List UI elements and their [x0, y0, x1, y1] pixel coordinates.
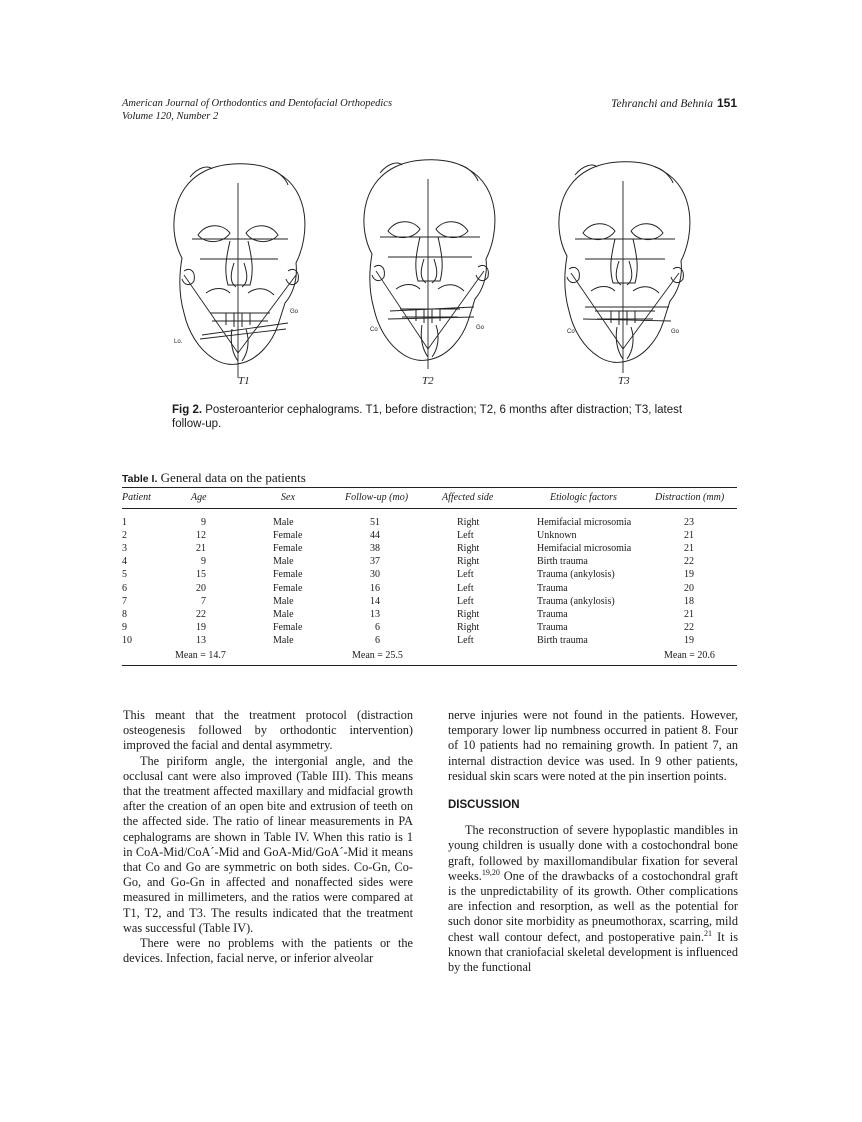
- cell-followup: 37: [370, 556, 380, 568]
- journal-volume: Volume 120, Number 2: [122, 111, 219, 122]
- mean-age: Mean = 14.7: [175, 650, 226, 661]
- table-row: [0, 635, 862, 648]
- cell-patient: 3: [122, 543, 127, 555]
- cell-followup: 30: [370, 569, 380, 581]
- paragraph: The piriform angle, the intergonial angle, and the occlusal cant were also improved (Table III). This means that the treatment affected maxillary and midfacial growth after the creation of an open bite and extrusion of teeth on the affected side. The ratio of linear measurements in PA cephalograms are shown in Table IV. When this ratio is 1 in CoA-Mid/CoA´-Mid and GoA-Mid/GoA´-Mid it means that Co and Go are symmetric on both sides. Co-Gn, Co-Go, and Go-Gn in affected and nonaffected sides were measured in millimeters, and the ratios were compared at T1, T2, and T3. The results indicated that the treatment was successful (Table IV).: [123, 753, 413, 935]
- cell-sex: Female: [273, 569, 303, 581]
- cell-patient: 9: [122, 621, 127, 633]
- cell-etiologic-factors: Birth trauma: [537, 556, 588, 568]
- table-row: [0, 543, 862, 556]
- cell-distraction: 20: [684, 582, 694, 594]
- cell-followup: 38: [370, 543, 380, 555]
- table-title: [122, 470, 306, 486]
- cell-etiologic-factors: Trauma: [537, 621, 568, 633]
- cell-affected-side: Right: [457, 608, 480, 620]
- panel-label-t3: T3: [618, 375, 630, 387]
- cell-distraction: 18: [684, 595, 694, 607]
- paragraph: nerve injuries were not found in the patients. However, temporary lower lip numbness occurred in patient 8. Four of 10 patients had no remaining growth. In patient 7, an internal distraction device was used. In 9 other patients, residual skin scars were noted at the pin insertion points.: [448, 708, 738, 783]
- panel-t2: [364, 160, 495, 369]
- cell-affected-side: Left: [457, 634, 474, 646]
- cell-etiologic-factors: Trauma (ankylosis): [537, 595, 615, 607]
- cell-age: 15: [196, 569, 206, 581]
- table-row: [0, 609, 862, 622]
- text-run: It is known that craniofacial skeletal development is influenced by the functional: [448, 929, 738, 975]
- paragraph: This meant that the treatment protocol (distraction osteogenesis followed by orthodontic intervention) improved the facial and dental asymmetry.: [123, 708, 413, 753]
- table-bottom-rule: [122, 665, 737, 666]
- cell-patient: 8: [122, 608, 127, 620]
- cell-distraction: 19: [684, 569, 694, 581]
- table-header-rule: [122, 508, 737, 509]
- paragraph: [448, 823, 738, 975]
- cell-patient: 4: [122, 556, 127, 568]
- cell-etiologic-factors: Trauma: [537, 608, 568, 620]
- cell-followup: 6: [375, 634, 380, 646]
- cell-followup: 16: [370, 582, 380, 594]
- cell-affected-side: Left: [457, 595, 474, 607]
- cell-distraction: 23: [684, 517, 694, 528]
- column-header-patient: Patient: [122, 492, 151, 503]
- cell-patient: 6: [122, 582, 127, 594]
- cell-sex: Male: [273, 608, 294, 620]
- table-row: [0, 517, 862, 530]
- panel-label-t1: T1: [238, 375, 250, 387]
- cell-sex: Female: [273, 582, 303, 594]
- cell-etiologic-factors: Trauma: [537, 582, 568, 594]
- cell-etiologic-factors: Unknown: [537, 530, 577, 542]
- reference-marker: 19,20: [481, 867, 500, 877]
- table-row: [0, 530, 862, 543]
- cell-affected-side: Right: [457, 556, 480, 568]
- table-row: [0, 622, 862, 635]
- cell-sex: Male: [273, 517, 294, 528]
- cell-followup: 13: [370, 608, 380, 620]
- cell-sex: Female: [273, 621, 303, 633]
- mean-followup: Mean = 25.5: [352, 650, 403, 661]
- cell-age: 9: [201, 517, 206, 528]
- text-run: One of the drawbacks of a costochondral graft is the unpredictability of its growth. Other complications are infection and resorption, as well as the potential for such donor site morbidity as pneumothorax, scarring, mild chest wall contour defect, and postoperative pain.: [448, 868, 738, 944]
- cell-age: 20: [196, 582, 206, 594]
- running-header-right: [600, 97, 737, 111]
- cell-patient: 1: [122, 517, 127, 528]
- cell-etiologic-factors: Trauma (ankylosis): [537, 569, 615, 581]
- cell-sex: Male: [273, 634, 294, 646]
- cell-affected-side: Right: [457, 621, 480, 633]
- cell-patient: 10: [122, 634, 132, 646]
- panel-t1: [174, 164, 305, 378]
- cell-distraction: 21: [684, 543, 694, 555]
- cell-sex: Male: [273, 556, 294, 568]
- cell-sex: Male: [273, 595, 294, 607]
- cell-affected-side: Left: [457, 530, 474, 542]
- cell-distraction: 21: [684, 608, 694, 620]
- column-header-sex: Sex: [281, 492, 295, 503]
- cell-patient: 7: [122, 595, 127, 607]
- cell-age: 7: [201, 595, 206, 607]
- panel-label-t2: T2: [422, 375, 434, 387]
- mean-distraction: Mean = 20.6: [664, 650, 715, 661]
- column-header-age: Age: [191, 492, 207, 503]
- column-header-distraction: Distraction (mm): [655, 492, 725, 503]
- cell-age: 19: [196, 621, 206, 633]
- journal-name: American Journal of Orthodontics and Dentofacial Orthopedics: [122, 98, 393, 109]
- svg-text:Co: Co: [567, 329, 575, 335]
- svg-text:Lo.: Lo.: [174, 339, 183, 345]
- cell-distraction: 22: [684, 556, 694, 568]
- table-row: [0, 583, 862, 596]
- paragraph: There were no problems with the patients or the devices. Infection, facial nerve, or inferior alveolar: [123, 936, 413, 966]
- cell-etiologic-factors: Birth trauma: [537, 634, 588, 646]
- text-run: The reconstruction of severe hypoplastic mandibles in young children is usually done with a costochondral bone graft, followed by maxillomandibular fixation for several weeks.: [448, 823, 738, 883]
- running-header-left: [122, 97, 392, 123]
- cell-age: 9: [201, 556, 206, 568]
- panel-t3: [559, 162, 690, 373]
- cell-sex: Female: [273, 543, 303, 555]
- section-heading-discussion: DISCUSSION: [448, 799, 520, 812]
- cell-followup: 14: [370, 595, 380, 607]
- cell-sex: Female: [273, 530, 303, 542]
- svg-text:Co: Co: [370, 327, 378, 333]
- column-header-etiologic-factors: Etiologic factors: [550, 492, 617, 503]
- cell-followup: 51: [370, 517, 380, 528]
- body-column-right: [448, 708, 738, 975]
- cell-distraction: 21: [684, 530, 694, 542]
- cell-affected-side: Right: [457, 543, 480, 555]
- body-column-left: [123, 708, 413, 966]
- cephalogram-figure: [150, 155, 710, 390]
- cell-age: 12: [196, 530, 206, 542]
- table-top-rule: [122, 487, 737, 488]
- cell-age: 13: [196, 634, 206, 646]
- cell-followup: 44: [370, 530, 380, 542]
- caption-label: Fig 2.: [172, 404, 203, 416]
- cell-patient: 2: [122, 530, 127, 542]
- cell-distraction: 19: [684, 634, 694, 646]
- cell-distraction: 22: [684, 621, 694, 633]
- table-row: [0, 569, 862, 582]
- cell-affected-side: Left: [457, 569, 474, 581]
- cell-patient: 5: [122, 569, 127, 581]
- column-header-affected-side: Affected side: [442, 492, 494, 503]
- svg-text:Go: Go: [476, 325, 485, 331]
- cell-affected-side: Right: [457, 517, 480, 528]
- table-row: [0, 596, 862, 609]
- reference-marker: 21: [704, 928, 713, 938]
- table-row: [0, 556, 862, 569]
- svg-text:Go: Go: [671, 329, 680, 335]
- cell-followup: 6: [375, 621, 380, 633]
- cell-age: 21: [196, 543, 206, 555]
- cell-etiologic-factors: Hemifacial microsomia: [537, 543, 632, 555]
- table-caption: General data on the patients: [160, 470, 306, 485]
- figure-caption: [172, 403, 712, 431]
- cell-etiologic-factors: Hemifacial microsomia: [537, 517, 632, 528]
- cell-age: 22: [196, 608, 206, 620]
- page-number: 151: [716, 96, 737, 110]
- caption-text: Posteroanterior cephalograms. T1, before distraction; T2, 6 months after distraction; T3, latest follow-up.: [172, 404, 683, 430]
- cell-affected-side: Left: [457, 582, 474, 594]
- table-label: Table I.: [122, 473, 158, 485]
- svg-text:Go: Go: [290, 309, 299, 315]
- column-header-followup: Follow-up (mo): [345, 492, 409, 503]
- authors: Tehranchi and Behnia: [611, 98, 713, 110]
